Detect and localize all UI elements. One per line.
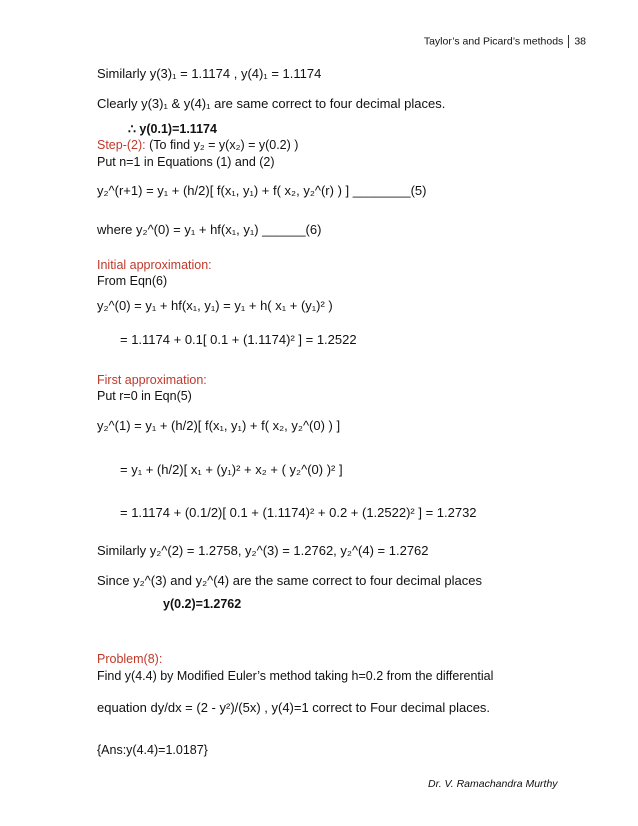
page-number: 38 xyxy=(574,35,586,48)
problem-8-answer: {Ans:y(4.4)=1.0187} xyxy=(97,743,208,757)
header-title: Taylor’s and Picard’s methods xyxy=(423,35,564,48)
put-r0-line: Put r=0 in Eqn(5) xyxy=(97,389,192,403)
line-clearly: Clearly y(3)₁ & y(4)₁ are same correct to four decimal places. xyxy=(97,96,446,111)
initial-approx-heading: Initial approximation: xyxy=(97,258,212,272)
equation-5: y₂^(r+1) = y₁ + (h/2)[ f(x₁, y₁) + f( x₂, y₂^(r) ) ] ________(5) xyxy=(97,183,427,198)
page-header xyxy=(424,35,586,48)
result-y02: y(0.2)=1.2762 xyxy=(163,597,242,611)
problem-8-text: Find y(4.4) by Modified Euler’s method taking h=0.2 from the differential xyxy=(97,669,494,683)
line-similarly-1: Similarly y(3)₁ = 1.1174 , y(4)₁ = 1.1174 xyxy=(97,66,322,81)
step-2-text: (To find y₂ = y(x₂) = y(0.2) ) xyxy=(145,138,299,152)
first-approx-heading: First approximation: xyxy=(97,373,207,387)
initial-eq-2: = 1.1174 + 0.1[ 0.1 + (1.1174)² ] = 1.2522 xyxy=(120,332,357,347)
line-since: Since y₂^(3) and y₂^(4) are the same correct to four decimal places xyxy=(97,573,483,588)
header-divider xyxy=(568,35,569,48)
initial-eq-1: y₂^(0) = y₁ + hf(x₁, y₁) = y₁ + h( x₁ + (y₁)² ) xyxy=(97,298,333,313)
problem-8-equation: equation dy/dx = (2 - y²)/(5x) , y(4)=1 correct to Four decimal places. xyxy=(97,700,491,715)
from-eqn6: From Eqn(6) xyxy=(97,274,168,288)
first-eq-3: = 1.1174 + (0.1/2)[ 0.1 + (1.1174)² + 0.2 + (1.2522)² ] = 1.2732 xyxy=(120,505,477,520)
put-n1-line: Put n=1 in Equations (1) and (2) xyxy=(97,155,275,169)
result-y01: ∴ y(0.1)=1.1174 xyxy=(128,122,217,136)
equation-6: where y₂^(0) = y₁ + hf(x₁, y₁) ______(6) xyxy=(97,222,322,237)
step-2-label: Step-(2): xyxy=(97,138,146,152)
problem-8-heading: Problem(8): xyxy=(97,652,163,666)
step-2-line xyxy=(97,138,298,152)
line-similarly-2: Similarly y₂^(2) = 1.2758, y₂^(3) = 1.2762, y₂^(4) = 1.2762 xyxy=(97,543,429,558)
first-eq-1: y₂^(1) = y₁ + (h/2)[ f(x₁, y₁) + f( x₂, y₂^(0) ) ] xyxy=(97,418,341,433)
first-eq-2: = y₁ + (h/2)[ x₁ + (y₁)² + x₂ + ( y₂^(0) )² ] xyxy=(120,462,343,477)
page-footer: Dr. V. Ramachandra Murthy xyxy=(428,778,558,790)
